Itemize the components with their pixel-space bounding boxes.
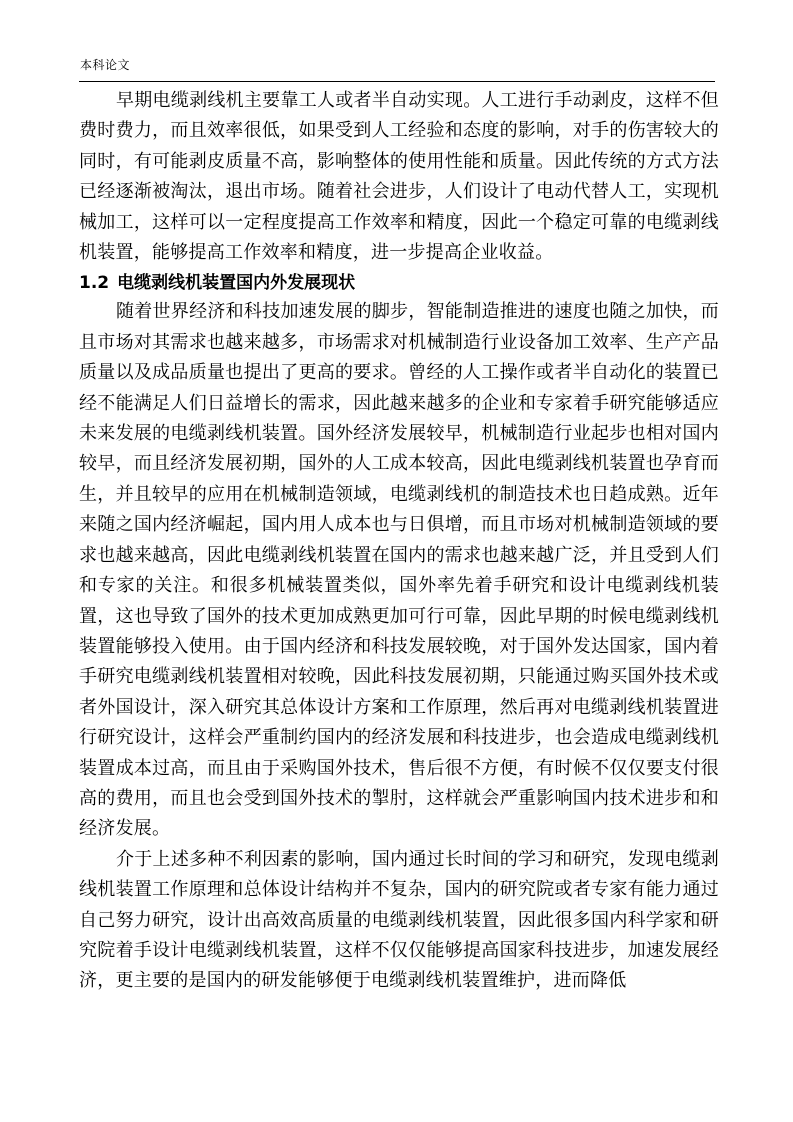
paragraph-development-status: 随着世界经济和科技加速发展的脚步，智能制造推进的速度也随之加快，而且市场对其需求也越来越多，市场需求对机械制造行业设备加工效率、生产产品质量以及成品质量也提出了更高的要求。曾经的人工操作或者半自动化的装置已经不能满足人们日益增长的需求，因此越来越多的企业和专家着手研究能够适应未来发展的电缆剥线机装置。国外经济发展较早，机械制造行业起步也相对国内较早，而且经济发展初期，国外的人工成本较高，因此电缆剥线机装置也孕育而生，并且较早的应用在机械制造领域，电缆剥线机的制造技术也日趋成熟。近年来随之国内经济崛起，国内用人成本也与日俱增，而且市场对机械制造领域的要求也越来越高，因此电缆剥线机装置在国内的需求也越来越广泛，并且受到人们和专家的关注。和很多机械装置类似，国外率先着手研究和设计电缆剥线机装置，这也导致了国外的技术更加成熟更加可行可靠，因此早期的时候电缆剥线机装置能够投入使用。由于国内经济和科技发展较晚，对于国外发达国家，国内着手研究电缆剥线机装置相对较晚，因此科技发展初期，只能通过购买国外技术或者外国设计，深入研究其总体设计方案和工作原理，然后再对电缆剥线机装置进行研究设计，这样会严重制约国内的经济发展和科技进步，也会造成电缆剥线机装置成本过高，而且由于采购国外技术，售后很不方便，有时候不仅仅要支付很高的费用，而且也会受到国外技术的掣肘，这样就会严重影响国内技术进步和和经济发展。 [79,301,719,840]
body-text [79,86,719,997]
paragraph-early-stripping-machines: 早期电缆剥线机主要靠工人或者半自动实现。人工进行手动剥皮，这样不但费时费力，而且效率很低，如果受到人工经验和态度的影响，对手的伤害较大的同时，有可能剥皮质量不高，影响整体的使用性能和质量。因此传统的方式方法已经逐渐被淘汰，退出市场。随着社会进步，人们设计了电动代替人工，实现机械加工，这样可以一定程度提高工作效率和精度，因此一个稳定可靠的电缆剥线机装置，能够提高工作效率和精度，进一步提高企业收益。 [79,90,719,264]
header-divider [79,81,715,82]
section-title: 电缆剥线机装置国内外发展现状 [117,273,356,294]
paragraph-domestic-research: 介于上述多种不利因素的影响，国内通过长时间的学习和研究，发现电缆剥线机装置工作原理和总体设计结构并不复杂，国内的研究院或者专家有能力通过自己努力研究，设计出高效高质量的电缆剥线机装置，因此很多国内科学家和研究院着手设计电缆剥线机装置，这样不仅仅能够提高国家科技进步，加速发展经济，更主要的是国内的研发能够便于电缆剥线机装置维护，进而降低 [79,848,719,992]
section-number: 1.2 [79,273,110,294]
running-header: 本科论文 [80,58,131,72]
section-heading [79,269,719,297]
